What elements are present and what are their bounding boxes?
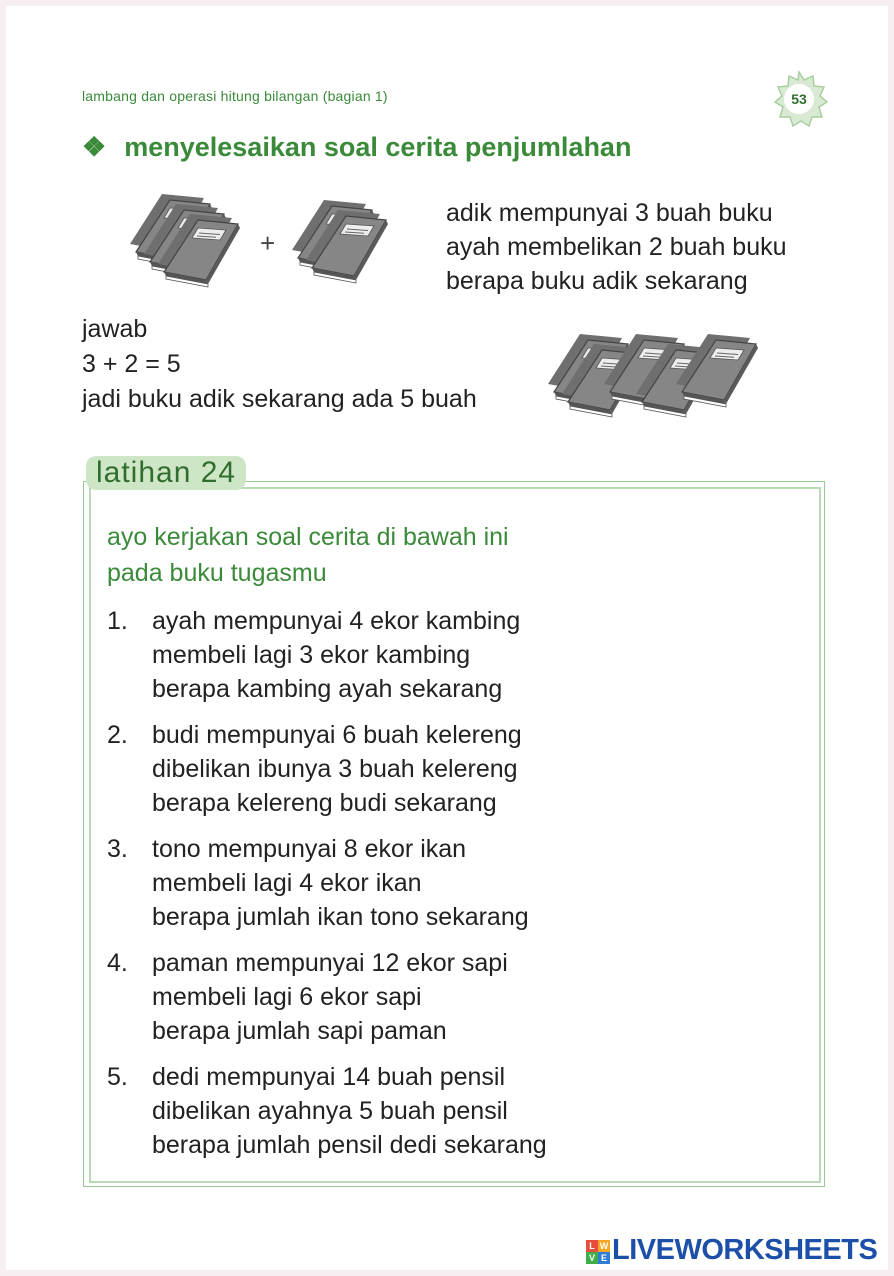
story-line: ayah membelikan 2 buah buku: [446, 233, 787, 261]
exercise-line: dedi mempunyai 14 buah pensil: [152, 1063, 506, 1091]
exercise-instruction: [107, 519, 509, 591]
exercise-line: dibelikan ibunya 3 buah kelereng: [152, 755, 518, 783]
exercise-number: 5.: [107, 1063, 128, 1091]
exercise-line: ayah mempunyai 4 ekor kambing: [152, 607, 521, 635]
exercise-line: tono mempunyai 8 ekor ikan: [152, 835, 467, 863]
answer-line: 3 + 2 = 5: [82, 350, 181, 378]
exercise-number: 4.: [107, 949, 128, 977]
section-title-text: menyelesaikan soal cerita penjumlahan: [124, 132, 632, 162]
exercise-number: 3.: [107, 835, 128, 863]
example-story: [446, 196, 787, 298]
diamond-bullet-icon: ❖: [82, 132, 107, 162]
example-answer: [82, 312, 477, 417]
answer-line: jawab: [82, 315, 148, 343]
exercise-line: membeli lagi 6 ekor sapi: [152, 983, 422, 1011]
exercise-line: berapa jumlah sapi paman: [152, 1017, 447, 1045]
exercise-line: dibelikan ayahnya 5 buah pensil: [152, 1097, 508, 1125]
chapter-title: lambang dan operasi hitung bilangan (bagian 1): [82, 88, 388, 104]
logo-tile: V: [586, 1252, 598, 1264]
exercise-line: berapa kelereng budi sekarang: [152, 789, 497, 817]
logo-tile: E: [598, 1252, 610, 1264]
story-line: berapa buku adik sekarang: [446, 267, 748, 295]
exercise-line: budi mempunyai 6 buah kelereng: [152, 721, 522, 749]
instruction-line: ayo kerjakan soal cerita di bawah ini: [107, 523, 509, 551]
answer-line: jadi buku adik sekarang ada 5 buah: [82, 385, 477, 413]
instruction-line: pada buku tugasmu: [107, 559, 327, 587]
liveworksheets-logo-icon: [586, 1240, 610, 1264]
liveworksheets-logo-text: LIVEWORKSHEETS: [612, 1234, 878, 1266]
exercise-line: berapa jumlah pensil dedi sekarang: [152, 1131, 547, 1159]
exercise-line: paman mempunyai 12 ekor sapi: [152, 949, 508, 977]
exercise-line: membeli lagi 3 ekor kambing: [152, 641, 471, 669]
exercise-label: latihan 24: [86, 456, 246, 490]
logo-tile: W: [599, 1241, 609, 1251]
page-number: 53: [791, 91, 807, 107]
plus-sign: +: [260, 228, 276, 258]
exercise-number: 1.: [107, 607, 128, 635]
five-books-icon: [548, 334, 778, 429]
exercise-line: berapa kambing ayah sekarang: [152, 675, 503, 703]
section-title: [82, 132, 631, 163]
story-line: adik mempunyai 3 buah buku: [446, 199, 773, 227]
logo-tile: L: [586, 1240, 598, 1252]
three-books-icon: [130, 194, 250, 294]
two-books-icon: [292, 200, 402, 295]
exercise-line: berapa jumlah ikan tono sekarang: [152, 903, 529, 931]
page-number-badge: [770, 70, 828, 128]
exercise-number: 2.: [107, 721, 128, 749]
exercise-line: membeli lagi 4 ekor ikan: [152, 869, 422, 897]
